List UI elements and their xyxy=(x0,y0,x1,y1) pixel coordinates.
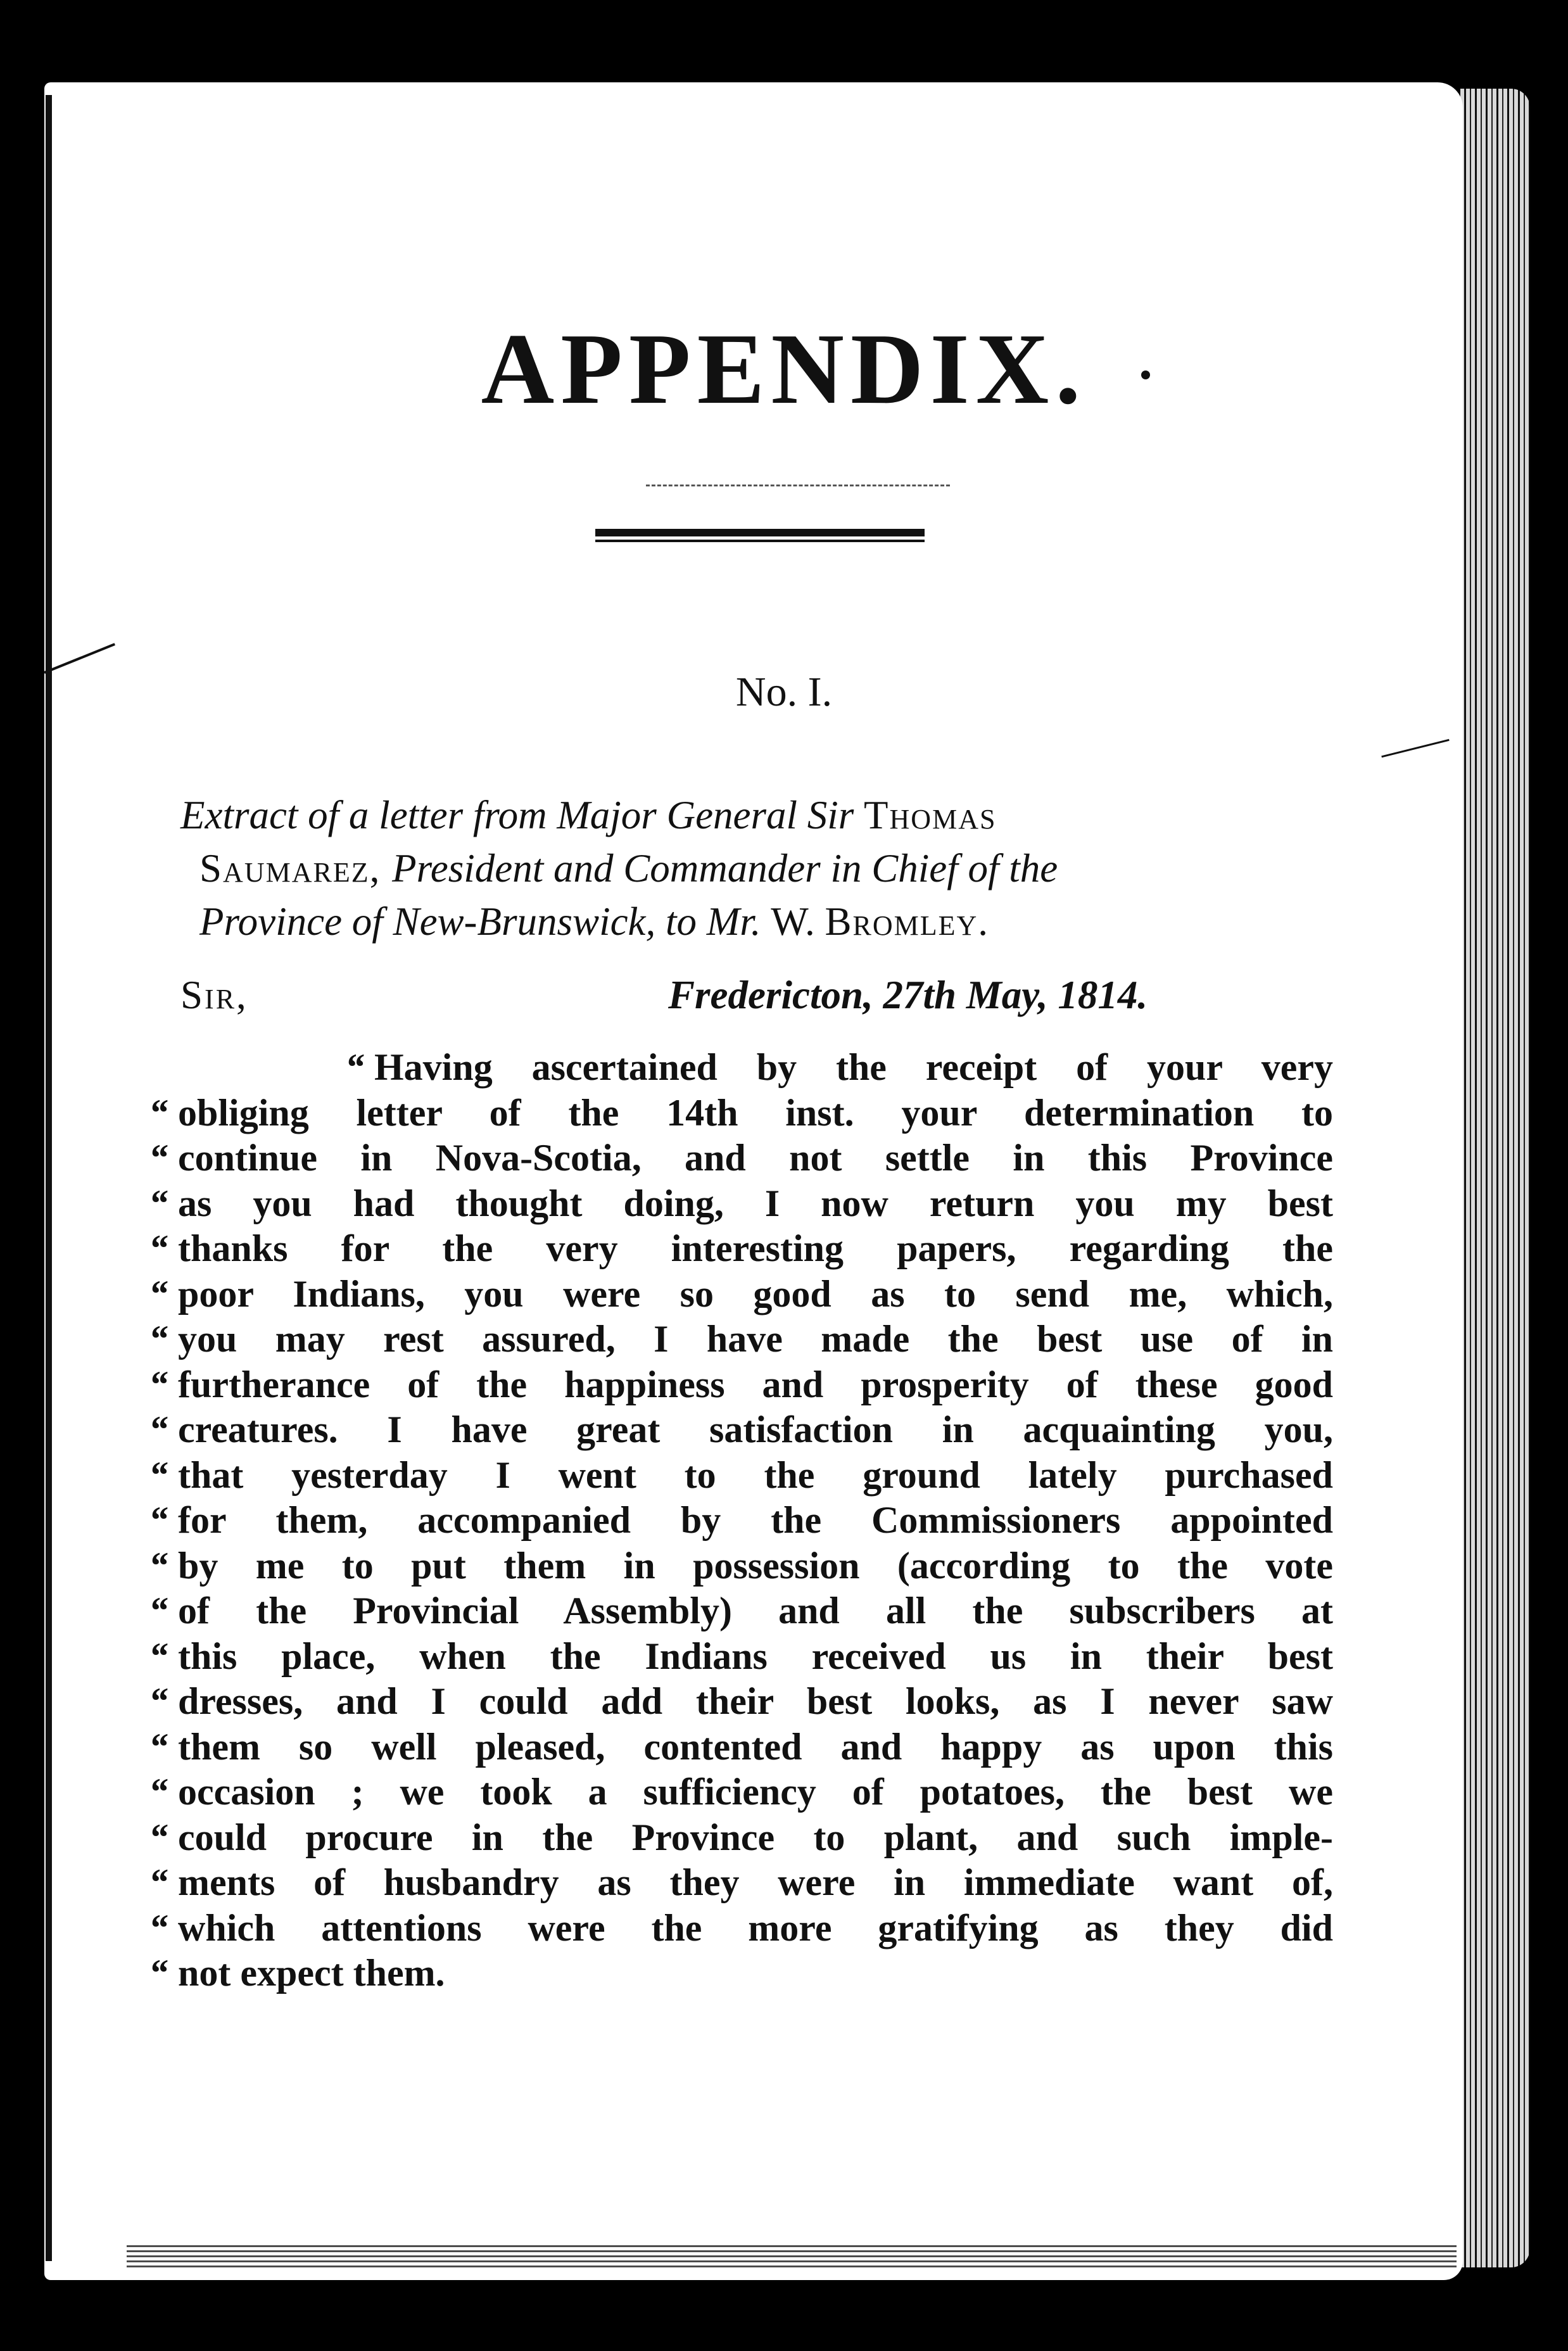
double-rule-thick xyxy=(595,529,925,536)
double-rule-thin xyxy=(595,540,925,542)
quote-mark: “ xyxy=(149,1952,168,1994)
quote-mark: “ xyxy=(345,1046,364,1088)
appendix-title: APPENDIX. xyxy=(481,312,1087,425)
extract-line-1: Extract of a letter from Major General Sir Thomas xyxy=(180,793,997,837)
quote-mark: “ xyxy=(149,1635,168,1677)
quote-mark: “ xyxy=(149,1272,168,1315)
letter-line xyxy=(149,1588,1333,1634)
letter-line-text: creatures. I have great satisfaction in acquainting you, xyxy=(178,1409,1333,1450)
extract-heading xyxy=(180,789,1339,948)
letter-line xyxy=(149,1951,1333,1996)
quote-mark: “ xyxy=(149,1771,168,1813)
quote-mark: “ xyxy=(149,1544,168,1587)
letter-line-text: as you had thought doing, I now return you my best xyxy=(178,1182,1333,1224)
letter-line xyxy=(149,1272,1333,1317)
letter-line xyxy=(149,1679,1333,1725)
letter-line xyxy=(149,1725,1333,1770)
quote-mark: “ xyxy=(149,1906,168,1949)
letter-line xyxy=(149,1498,1333,1543)
quote-mark: “ xyxy=(149,1409,168,1450)
extract-line-2: Saumarez, President and Commander in Chief of the xyxy=(199,846,1058,890)
letter-line-text: them so well pleased, contented and happy as upon this xyxy=(178,1725,1333,1768)
letter-line-text: could procure in the Province to plant, and such imple- xyxy=(178,1816,1333,1858)
letter-line xyxy=(149,1770,1333,1815)
double-rule xyxy=(595,529,925,543)
letter-line-text: obliging letter of the 14th inst. your determination to xyxy=(178,1091,1333,1134)
quote-mark: “ xyxy=(149,1363,168,1405)
letter-line-text: this place, when the Indians received us in their best xyxy=(178,1635,1333,1677)
section-number: No. I. xyxy=(735,669,833,715)
title-dot xyxy=(1141,371,1150,379)
extract-line-3: Province of New-Brunswick, to Mr. W. Bromley. xyxy=(199,899,990,944)
letter-line-text: which attentions were the more gratifying as they did xyxy=(178,1906,1333,1949)
quote-mark: “ xyxy=(149,1680,168,1722)
quote-mark: “ xyxy=(149,1499,168,1541)
letter-line-text: of the Provincial Assembly) and all the subscribers at xyxy=(178,1590,1333,1632)
page-bottom-edge xyxy=(127,2245,1457,2271)
letter-line xyxy=(149,1181,1333,1227)
letter-line-text: you may rest assured, I have made the best use of in xyxy=(178,1318,1333,1360)
letter-line-text: furtherance of the happiness and prosperity of these good xyxy=(178,1363,1333,1405)
letter-line xyxy=(149,1362,1333,1408)
quote-mark: “ xyxy=(149,1725,168,1768)
dateline: Fredericton, 27th May, 1814. xyxy=(668,973,1148,1017)
letter-line xyxy=(149,1091,1333,1136)
letter-line xyxy=(149,1317,1333,1362)
dashed-rule xyxy=(646,485,950,486)
quote-mark: “ xyxy=(149,1816,168,1858)
quote-mark: “ xyxy=(149,1091,168,1134)
letter-line xyxy=(149,1860,1333,1906)
letter-line-text: continue in Nova-Scotia, and not settle in this Province xyxy=(178,1137,1333,1179)
letter-line-text: occasion ; we took a sufficiency of potatoes, the best we xyxy=(178,1771,1333,1813)
letter-line-text: not expect them. xyxy=(178,1952,445,1994)
letter-line xyxy=(149,1045,1333,1091)
quote-mark: “ xyxy=(149,1137,168,1179)
letter-line xyxy=(149,1407,1333,1453)
letter-line xyxy=(149,1815,1333,1861)
letter-line xyxy=(149,1906,1333,1951)
salutation-row xyxy=(180,972,1320,1029)
letter-line xyxy=(149,1226,1333,1272)
letter-line-text: ments of husbandry as they were in immediate want of, xyxy=(178,1861,1333,1903)
quote-mark: “ xyxy=(149,1318,168,1360)
letter-line-text: for them, accompanied by the Commissioners appointed xyxy=(178,1499,1333,1541)
quote-mark: “ xyxy=(149,1590,168,1632)
letter-line-text: that yesterday I went to the ground lately purchased xyxy=(178,1454,1333,1496)
quote-mark: “ xyxy=(149,1454,168,1496)
letter-line xyxy=(149,1634,1333,1680)
letter-line-text: poor Indians, you were so good as to send me, which, xyxy=(178,1272,1333,1315)
letter-line xyxy=(149,1543,1333,1589)
letter-line xyxy=(149,1136,1333,1181)
quote-mark: “ xyxy=(149,1861,168,1903)
quote-mark: “ xyxy=(149,1182,168,1224)
letter-line-text: dresses, and I could add their best looks, as I never saw xyxy=(178,1680,1333,1722)
letter-line-text: thanks for the very interesting papers, regarding the xyxy=(178,1227,1333,1269)
letter-line-text: by me to put them in possession (according to the vote xyxy=(178,1544,1333,1587)
quote-mark: “ xyxy=(149,1227,168,1269)
salutation: Sir, xyxy=(180,973,248,1017)
letter-line-text: Having ascertained by the receipt of your very xyxy=(374,1046,1333,1088)
letter-body xyxy=(149,1045,1333,1996)
letter-line xyxy=(149,1453,1333,1499)
